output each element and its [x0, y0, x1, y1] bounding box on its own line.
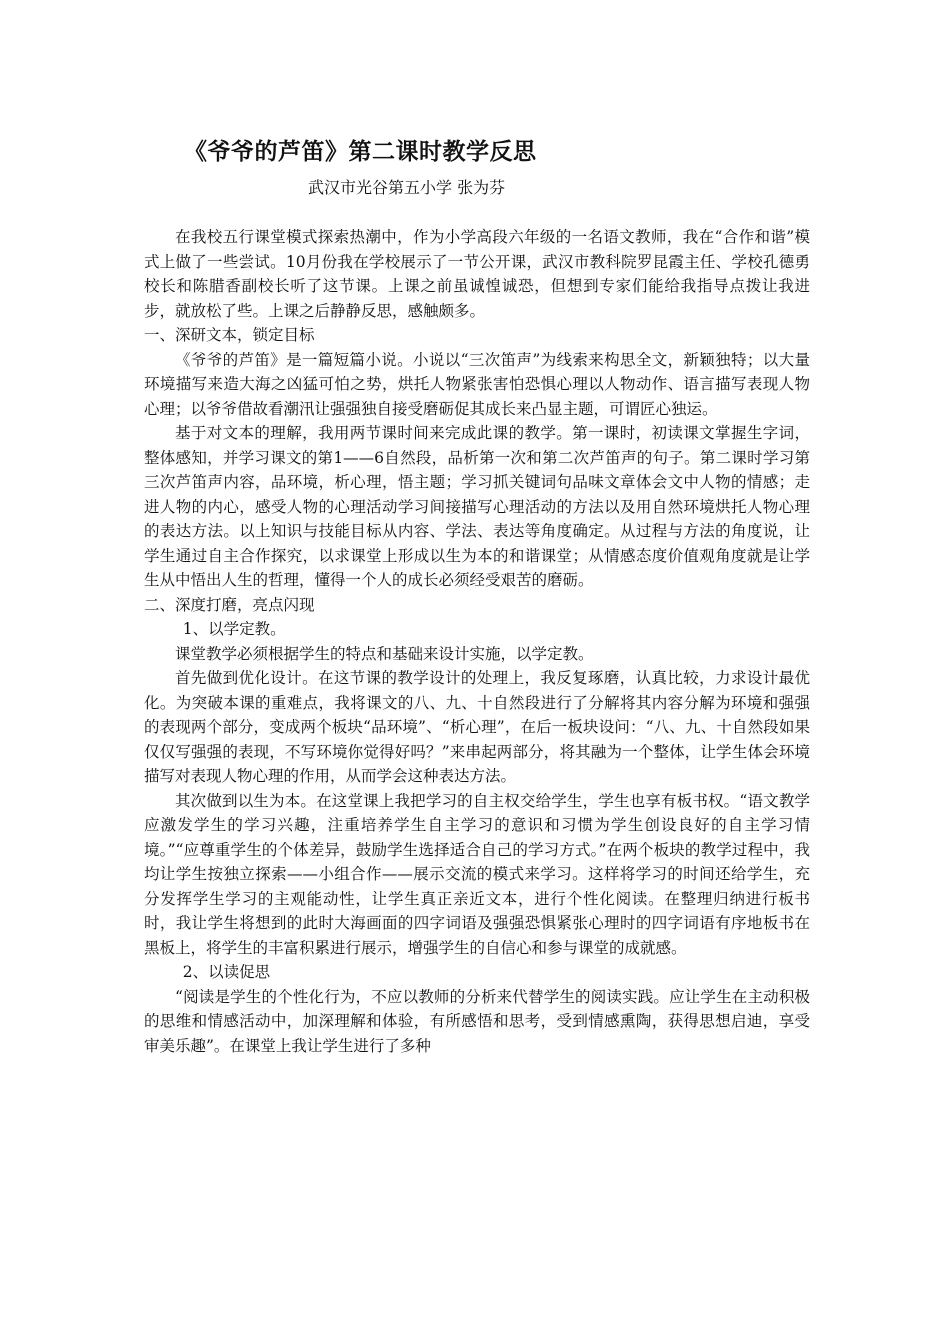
intro-paragraph: 在我校五行课堂模式探索热潮中，作为小学高段六年级的一名语文教师，我在“合作和谐”模式上做了一些尝试。10月份我在学校展示了一节公开课，武汉市教科院罗昆霞主任、学校孔德勇校长和陈腊香副校长听了这节课。上课之前虽诚惶诚恐，但想到专家们能给我指导点拨让我进步，就放松了些。上课之后静静反思，感触颇多。 [144, 228, 810, 320]
body-paragraph: “阅读是学生的个性化行为，不应以教师的分析来代替学生的阅读实践。应让学生在主动积极的思维和情感活动中，加深理解和体验，有所感悟和思考，受到情感熏陶，获得思想启迪，享受审美乐趣”。在课堂上我让学生进行了多种 [144, 987, 810, 1055]
body-paragraph: 首先做到优化设计。在这节课的教学设计的处理上，我反复琢磨，认真比较，力求设计最优化。为突破本课的重难点，我将课文的八、九、十自然段进行了分解将其内容分解为环境和强强的表现两个部分，变成两个板块“品环境”、“析心理”，在后一板块设问：“八、九、十自然段如果仅仅写强强的表现，不写环境你觉得好吗？”来串起两部分，将其融为一个整体，让学生体会环境描写对表现人物心理的作用，从而学会这种表达方法。 [144, 669, 810, 785]
section-heading-2: 二、深度打磨，亮点闪现 [144, 595, 315, 614]
subsection-heading-2: 2、以读促思 [182, 963, 271, 981]
body-paragraph: 《爷爷的芦笛》是一篇短篇小说。小说以“三次笛声”为线索来构思全文，新颖独特；以大量环境描写来造大海之凶猛可怕之势，烘托人物紧张害怕恐惧心理以人物动作、语言描写表现人物心理；以爷爷借故看潮汛让强强独自接受磨砺促其成长来凸显主题，可谓匠心独运。 [144, 350, 810, 418]
section-heading-1: 一、深研文本，锁定目标 [144, 326, 315, 344]
body-paragraph: 课堂教学必须根据学生的特点和基础来设计实施，以学定教。 [175, 644, 594, 663]
document-body [144, 225, 810, 1058]
document-title: 《爷爷的芦笛》第二课时教学反思 [184, 138, 537, 165]
body-paragraph: 基于对文本的理解，我用两节课时间来完成此课的教学。第一课时，初读课文掌握生字词，整体感知，并学习课文的第1——6自然段，品析第一次和第二次芦笛声的句子。第二课时学习第三次芦笛声内容，品环境，析心理，悟主题；学习抓关键词句品味文章体会文中人物的情感；走进人物的内心，感受人物的心理活动学习间接描写心理活动的方法以及用自然环境烘托人物心理的表达方法。以上知识与技能目标从内容、学法、表达等角度确定。从过程与方法的角度说，让学生通过自主合作探究，以求课堂上形成以生为本的和谐课堂；从情感态度价值观角度就是让学生从中悟出人生的哲理，懂得一个人的成长必须经受艰苦的磨砺。 [144, 424, 810, 589]
author-line: 武汉市光谷第五小学 张为芬 [308, 178, 506, 197]
subsection-heading-1: 1、以学定教。 [182, 620, 286, 638]
body-paragraph: 其次做到以生为本。在这堂课上我把学习的自主权交给学生，学生也享有板书权。“语文教学应激发学生的学习兴趣，注重培养学生自主学习的意识和习惯为学生创设良好的自主学习情境。”“应尊重学生的个体差异，鼓励学生选择适合自己的学习方式。”在两个板块的教学过程中，我均让学生按独立探索——小组合作——展示交流的模式来学习。这样将学习的时间还给学生，充分发挥学生学习的主观能动性，让学生真正亲近文本，进行个性化阅读。在整理归纳进行板书时，我让学生将想到的此时大海画面的四字词语及强强恐惧紧张心理时的四字词语有序地板书在黑板上，将学生的丰富积累进行展示，增强学生的自信心和参与课堂的成就感。 [144, 791, 810, 957]
